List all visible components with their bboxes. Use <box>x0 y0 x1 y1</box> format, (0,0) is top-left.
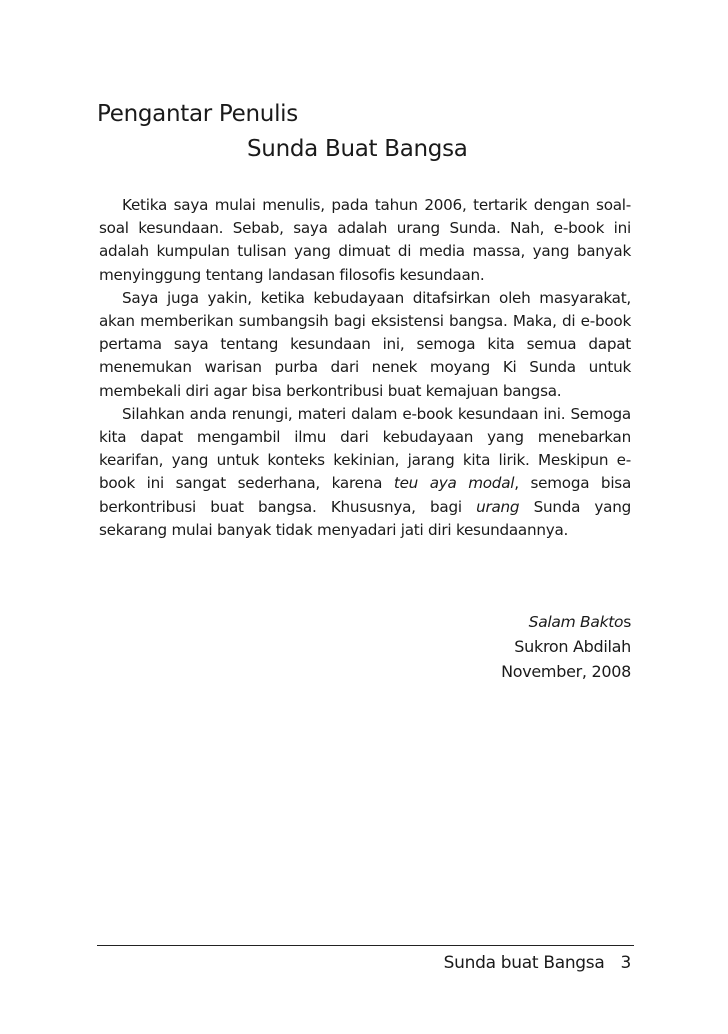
signature-date: November, 2008 <box>501 662 631 681</box>
closing-greeting-italic: Salam Bakto <box>528 613 624 631</box>
footer-book-title: Sunda buat Bangsa <box>443 953 605 973</box>
section-heading: Pengantar Penulis <box>97 101 298 127</box>
book-title-heading: Sunda Buat Bangsa <box>247 136 468 162</box>
italic-phrase-teu-aya-modal: teu aya modal <box>393 474 515 493</box>
paragraph-3 <box>99 403 631 542</box>
footer-divider <box>97 945 634 946</box>
author-name: Sukron Abdilah <box>514 637 631 656</box>
paragraph-3-text-a: Silahkan anda renungi, materi dalam e-book kesundaan ini. Semoga kita dapat mengambil ilmu dari kebudayaan yang menebarkan kearifan, yang untuk konteks kekinian, jarang kita lirik. Meskipun e-book ini sangat sederhana, karena <box>99 404 631 493</box>
body-text <box>99 194 631 542</box>
closing-greeting <box>501 611 631 634</box>
page-footer <box>444 951 631 975</box>
page-number: 3 <box>620 953 631 973</box>
italic-word-urang: urang <box>476 497 520 516</box>
paragraph-1: Ketika saya mulai menulis, pada tahun 2006, tertarik dengan soal-soal kesundaan. Sebab, saya adalah urang Sunda. Nah, e-book ini adalah kumpulan tulisan yang dimuat di media massa, yang banyak menyinggung tentang landasan filosofis kesundaan. <box>99 196 631 284</box>
paragraph-3-text-c: Sunda yang sekarang mulai banyak tidak menyadari jati diri kesundaannya. <box>99 497 631 539</box>
closing-greeting-tail: s <box>623 613 631 631</box>
paragraph-2: Saya juga yakin, ketika kebudayaan ditafsirkan oleh masyarakat, akan memberikan sumbangsih bagi eksistensi bangsa. Maka, di e-book pertama saya tentang kesundaan ini, semoga kita semua dapat menemukan warisan purba dari nenek moyang Ki Sunda untuk membekali diri agar bisa berkontribusi buat kemajuan bangsa. <box>99 288 631 400</box>
signature-block <box>501 611 631 684</box>
paragraph-3-text-b: , semoga bisa berkontribusi buat bangsa. Khususnya, bagi <box>99 474 632 516</box>
